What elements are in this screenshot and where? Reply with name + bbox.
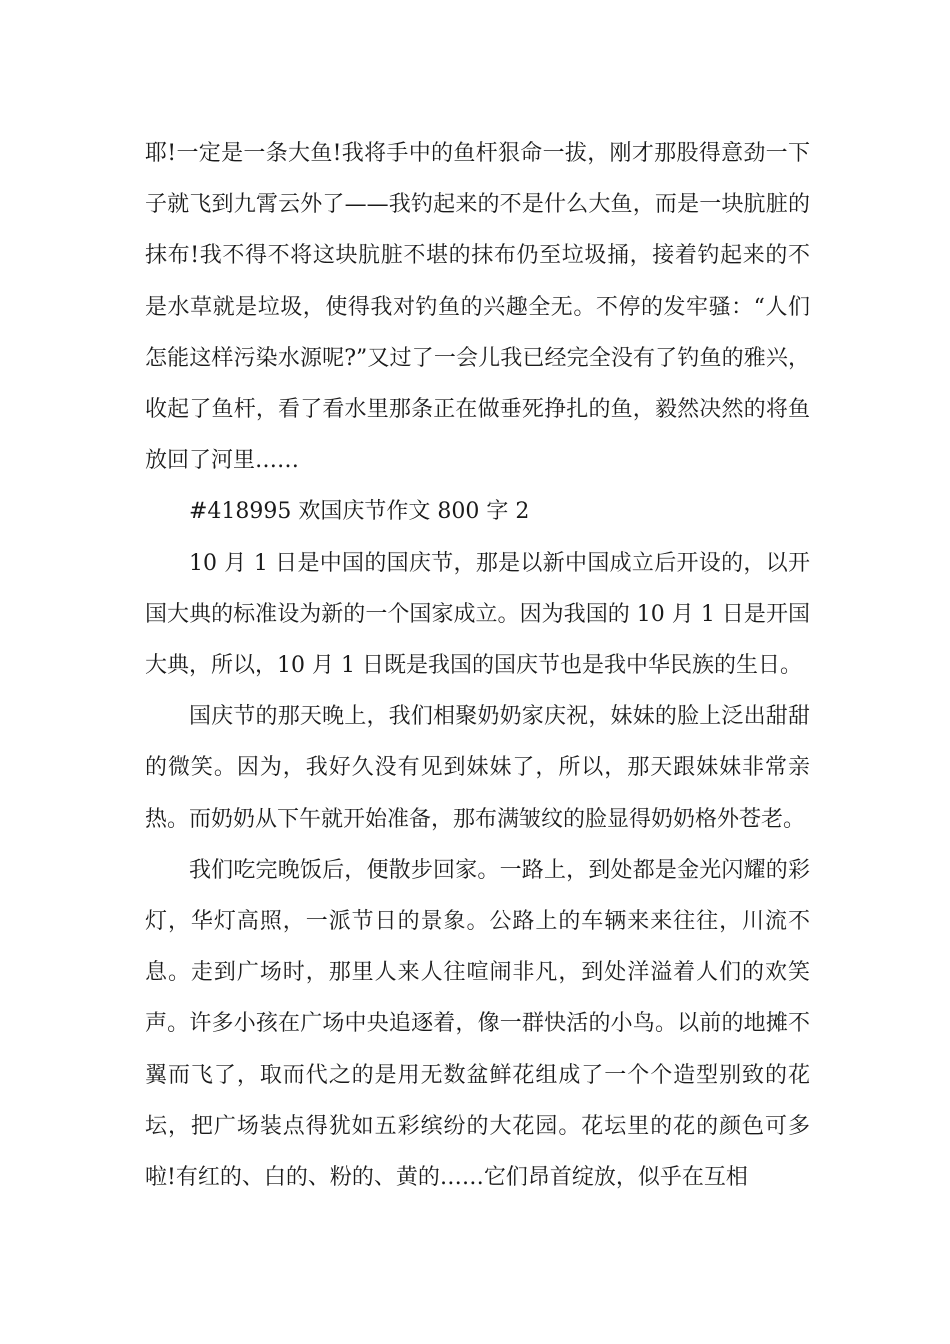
essay-heading: #418995 欢国庆节作文 800 字 2	[189, 499, 530, 525]
document-body	[145, 128, 810, 1203]
paragraph-grandma-house: 国庆节的那天晚上，我们相聚奶奶家庆祝，妹妹的脸上泛出甜甜的微笑。因为，我好久没有见到妹妹了，所以，那天跟妹妹非常亲热。而奶奶从下午就开始准备，那布满皱纹的脸显得奶奶格外苍老。	[145, 704, 810, 832]
paragraph-walk-home: 我们吃完晚饭后，便散步回家。一路上，到处都是金光闪耀的彩灯，华灯高照，一派节日的景象。公路上的车辆来来往往，川流不息。走到广场时，那里人来人往喧闹非凡，到处洋溢着人们的欢笑声。许多小孩在广场中央追逐着，像一群快活的小鸟。以前的地摊不翼而飞了，取而代之的是用无数盆鲜花组成了一个个造型别致的花坛，把广场装点得犹如五彩缤纷的大花园。花坛里的花的颜色可多啦!有红的、白的、粉的、黄的……它们昂首绽放，似乎在互相	[145, 857, 810, 1191]
paragraph-fishing-continued: 耶!一定是一条大鱼!我将手中的鱼杆狠命一拔，刚才那股得意劲一下子就飞到九霄云外了——我钓起来的不是什么大鱼，而是一块肮脏的抹布!我不得不将这块肮脏不堪的抹布仍至垃圾捅，接着钓起来的不是水草就是垃圾，使得我对钓鱼的兴趣全无。不停的发牢骚：“人们怎能这样污染水源呢?”又过了一会儿我已经完全没有了钓鱼的雅兴，收起了鱼杆，看了看水里那条正在做垂死挣扎的鱼，毅然决然的将鱼放回了河里……	[145, 141, 810, 474]
paragraph-national-day-intro: 10 月 1 日是中国的国庆节，那是以新中国成立后开设的，以开国大典的标准设为新的一个国家成立。因为我国的 10 月 1 日是开国大典，所以，10 月 1 日既是我国的国庆节也是我中华民族的生日。	[145, 550, 810, 679]
